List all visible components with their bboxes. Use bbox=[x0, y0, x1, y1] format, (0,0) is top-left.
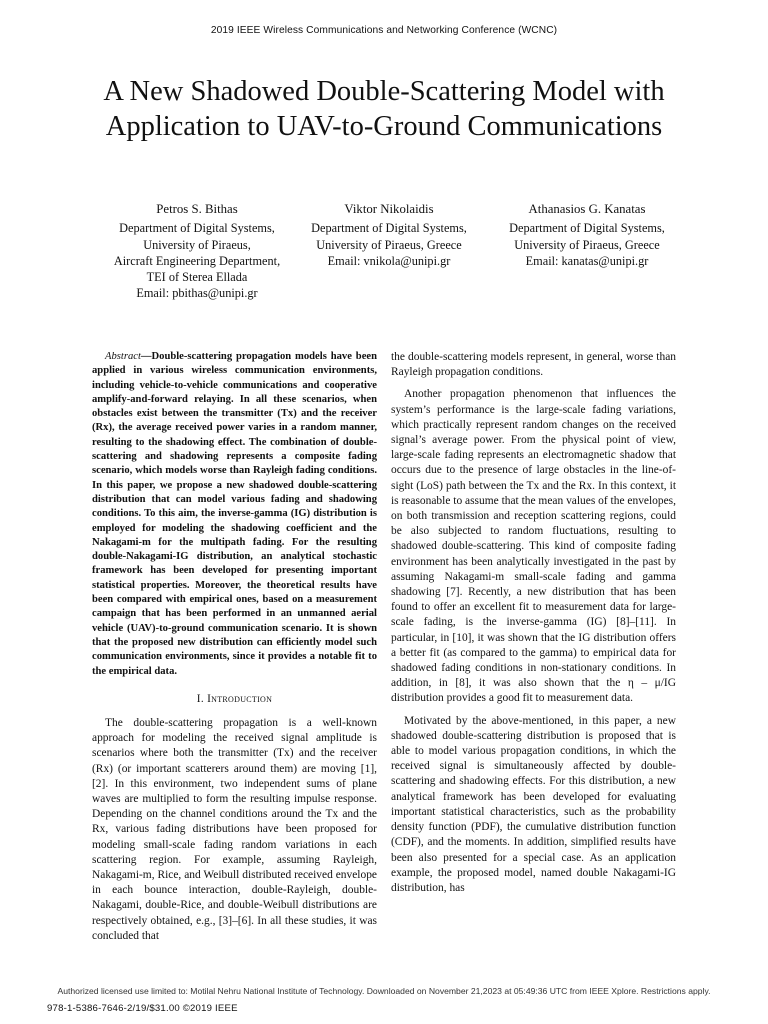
author-1-affiliation-line: Aircraft Engineering Department, bbox=[113, 253, 281, 268]
author-2-affiliation-line: University of Piraeus, Greece bbox=[316, 237, 462, 252]
author-1-affiliation-line: University of Piraeus, bbox=[143, 237, 251, 252]
author-3-affiliation-line: University of Piraeus, Greece bbox=[514, 237, 660, 252]
author-3-affiliation-line: Department of Digital Systems, bbox=[509, 221, 665, 236]
abstract-text: —Double-scattering propagation models have been applied in various wireless communication environments, including vehicle-to-vehicle communications and cooperative amplify-and-forward relaying. In all these scenarios, when obstacles exist between the transmitter (Tx) and the receiver (Rx), the average received power varies in a random manner, resulting to the shadowing effect. The combination of double-scattering and shadowing represents a composite fading scenario, which models worse than Rayleigh fading conditions. In this paper, we propose a new shadowed double-scattering distribution that can model various fading and shadowing conditions. To this aim, the inverse-gamma (IG) distribution is employed for modeling the shadowing coefficient and the Nakagami-m for the multipath fading. For the resulting double-Nakagami-IG distribution, an analytical stochastic framework has been developed for presenting important statistical properties. Moreover, the theoretical results have been compared with empirical ones, based on a measurement campaign that has been performed in an unmanned aerial vehicle (UAV)-to-ground communication scenario. It is shown that the proposed new distribution can efficiently model such communication environments, since it provides a notable fit to the empirical data. bbox=[92, 351, 377, 677]
author-3 bbox=[482, 201, 692, 269]
author-2-name: Viktor Nikolaidis bbox=[344, 202, 434, 216]
author-2-email: Email: vnikola@unipi.gr bbox=[327, 253, 451, 268]
author-1-affiliation-line: Department of Digital Systems, bbox=[119, 221, 275, 236]
right-paragraph-1: Another propagation phenomenon that influences the system’s performance is the large-scale fading variations, which practically represent random changes on the received signal’s average power. From the physical point of view, large-scale fading represents an electromagnetic shadow that occurs due to the presence of large obstacles in the line-of-sight (LoS) path between the Tx and the Rx. In this context, it is reasonable to assume that the mean values of the envelopes, on both transmission and reception scattering regions, could be also subjected to random fluctuations, resulting to shadowed double-scattering. This kind of composite fading environment has been analytically investigated in the past by assuming Nakagami-m small-scale fading and gamma shadowing [7]. Recently, a new distribution that has been found to offer an excellent fit to measurement data for large-scale fading, is the inverse-gamma (IG) [8]–[11]. In particular, in [10], it was shown that the IG distribution offers a better fit (as compared to the gamma) to empirical data for shadowed fading conditions in non-stationary conditions. In addition, in [8], it was also shown that the η – μ/IG distribution provides a good fit to measurement data. bbox=[391, 388, 676, 705]
abstract bbox=[92, 350, 377, 679]
author-1-email: Email: pbithas@unipi.gr bbox=[136, 286, 258, 301]
section-title: Introduction bbox=[207, 692, 273, 705]
right-paragraph-continuation: the double-scattering models represent, in general, worse than Rayleigh propagation conditions. bbox=[391, 351, 676, 379]
license-footer: Authorized licensed use limited to: Motilal Nehru National Institute of Technology. Downloaded on November 21,2023 at 05:49:36 UTC from IEEE Xplore. Restrictions apply. bbox=[57, 986, 711, 996]
abstract-label: Abstract bbox=[105, 351, 141, 362]
isbn-footer: 978-1-5386-7646-2/19/$31.00 ©2019 IEEE bbox=[47, 1003, 238, 1014]
author-1-name: Petros S. Bithas bbox=[156, 202, 238, 216]
author-3-email: Email: kanatas@unipi.gr bbox=[525, 253, 649, 268]
right-column bbox=[391, 350, 676, 896]
author-2-affiliation-line: Department of Digital Systems, bbox=[311, 221, 467, 236]
left-column bbox=[92, 350, 377, 944]
paper-title: A New Shadowed Double-Scattering Model with Application to UAV-to-Ground Communications bbox=[103, 76, 665, 142]
author-1-affiliation-line: TEI of Sterea Ellada bbox=[146, 270, 248, 285]
right-paragraph-2: Motivated by the above-mentioned, in this paper, a new shadowed double-scattering distribution is proposed that is able to model various propagation conditions, in which the received signal is simultaneously affected by double-scattering and shadowing effects. For this distribution, a new analytical framework has been developed for evaluating important statistical characteristics, such as the probability density function (PDF), the cumulative distribution function (CDF), and the moments. In addition, simplified results have been also presented for a special case. As an application example, the proposed model, named double Nakagami-IG distribution, has bbox=[391, 714, 676, 894]
section-heading-introduction bbox=[92, 692, 377, 707]
author-3-name: Athanasios G. Kanatas bbox=[528, 202, 646, 216]
author-2 bbox=[299, 201, 479, 269]
author-1 bbox=[92, 201, 302, 302]
intro-paragraph-1: The double-scattering propagation is a well-known approach for modeling the received signal amplitude is scenarios where both the transmitter (Tx) and the receiver (Rx) (or important scatterers around them) are moving [1], [2]. In this environment, two independent sums of plane waves are multiplied to form the resulting impulse response. Depending on the channel conditions around the Tx and the Rx, various fading distributions have been proposed for modeling small-scale fading random variations in each scattering region. For example, assuming Rayleigh, Nakagami-m, Rice, and Weibull distributed received envelope in each bounce interaction, double-Rayleigh, double-Nakagami, double-Rice, and double-Weibull distributions are respectively obtained, e.g., [3]–[6]. In all these studies, it was concluded that bbox=[92, 717, 377, 942]
conference-header: 2019 IEEE Wireless Communications and Networking Conference (WCNC) bbox=[210, 25, 558, 36]
section-number: I. bbox=[196, 692, 204, 705]
